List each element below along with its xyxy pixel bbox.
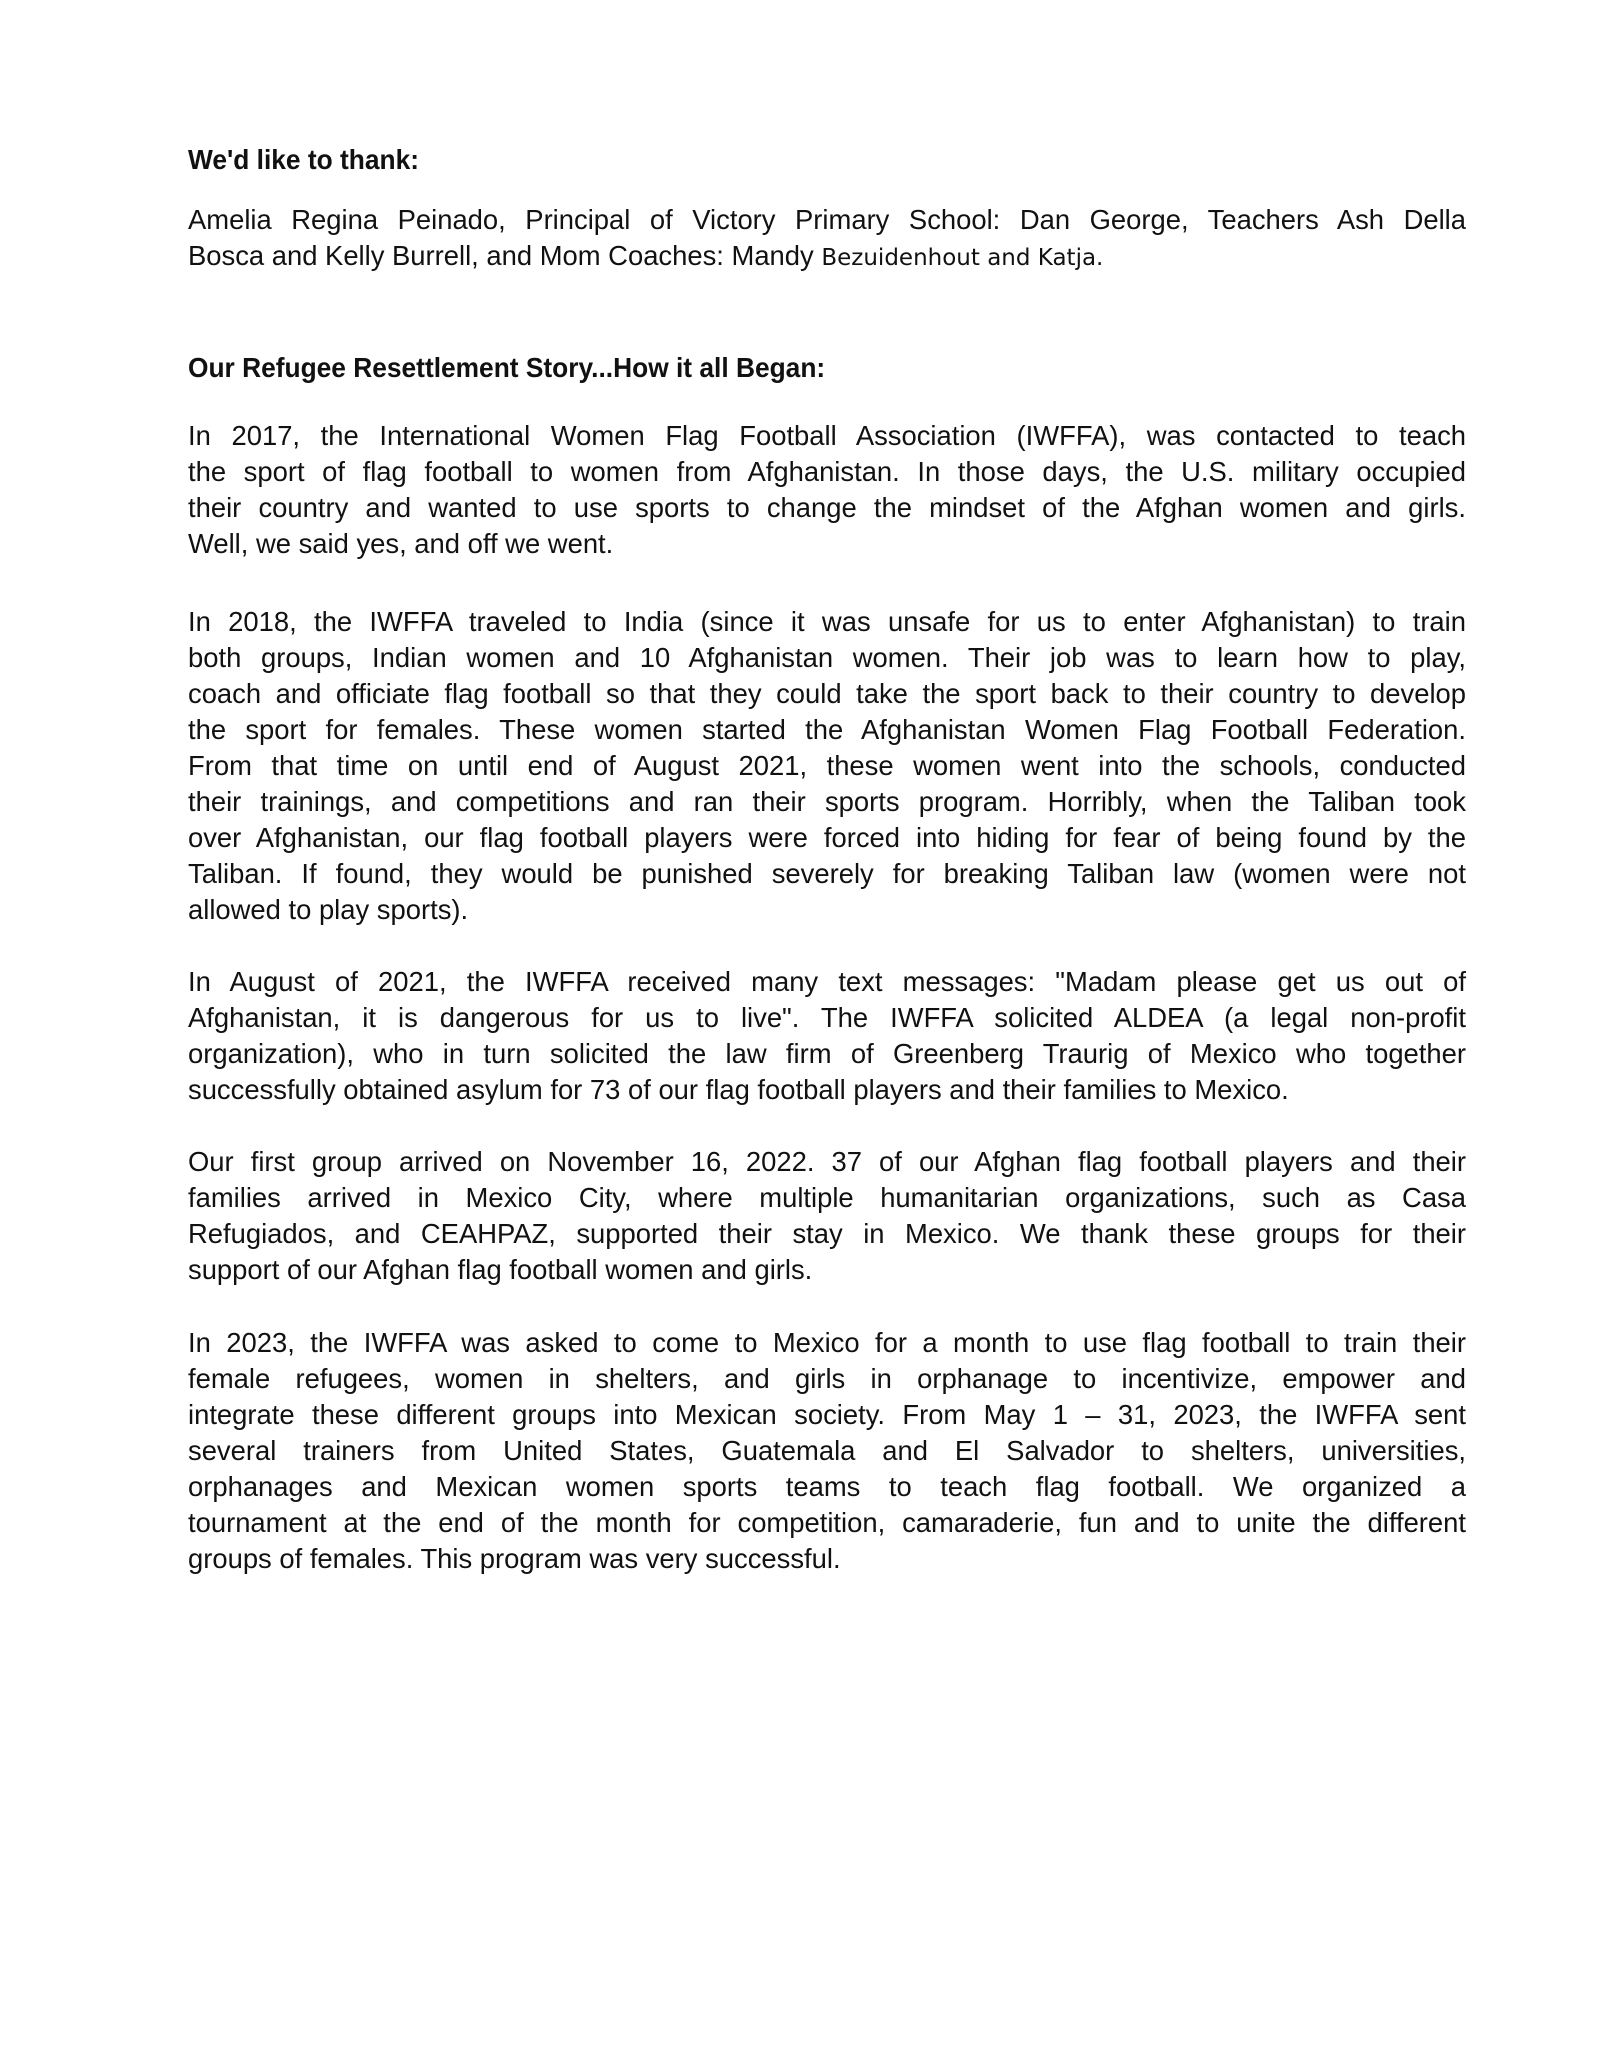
text-line: the sport of flag football to women from Afghanistan. In those days, the U.S. military occupied <box>188 456 1466 487</box>
story-paragraph-5 <box>188 1325 1466 1577</box>
thanks-paragraph <box>188 202 1466 274</box>
text-line: organization), who in turn solicited the law firm of Greenberg Traurig of Mexico who together <box>188 1038 1466 1069</box>
text-line: Refugiados, and CEAHPAZ, supported their stay in Mexico. We thank these groups for their <box>188 1218 1466 1249</box>
text-line: Taliban. If found, they would be punished severely for breaking Taliban law (women were not <box>188 858 1466 889</box>
text-line: the sport for females. These women started the Afghanistan Women Flag Football Federation. <box>188 714 1466 745</box>
text-line: over Afghanistan, our flag football players were forced into hiding for fear of being found by the <box>188 822 1466 853</box>
text-line: In 2017, the International Women Flag Football Association (IWFFA), was contacted to teach <box>188 420 1466 451</box>
text-span-alt-font: Bezuidenhout and Katja. <box>821 245 1104 271</box>
text-line: tournament at the end of the month for competition, camaraderie, fun and to unite the different <box>188 1507 1466 1538</box>
text-line: support of our Afghan flag football women and girls. <box>188 1254 813 1285</box>
text-line: their country and wanted to use sports to change the mindset of the Afghan women and girls. <box>188 492 1466 523</box>
text-line: Our first group arrived on November 16, 2022. 37 of our Afghan flag football players and their <box>188 1146 1466 1177</box>
text-line: In 2018, the IWFFA traveled to India (since it was unsafe for us to enter Afghanistan) to train <box>188 606 1466 637</box>
text-line: their trainings, and competitions and ran their sports program. Horribly, when the Taliban took <box>188 786 1466 817</box>
text-line: orphanages and Mexican women sports teams to teach flag football. We organized a <box>188 1471 1466 1502</box>
text-line: In August of 2021, the IWFFA received many text messages: "Madam please get us out of <box>188 966 1466 997</box>
text-line: Amelia Regina Peinado, Principal of Victory Primary School: Dan George, Teachers Ash Della <box>188 204 1466 235</box>
story-heading: Our Refugee Resettlement Story...How it all Began: <box>188 352 826 383</box>
text-span: Bosca and Kelly Burrell, and Mom Coaches: Mandy <box>188 240 814 271</box>
text-line: successfully obtained asylum for 73 of our flag football players and their families to Mexico. <box>188 1074 1289 1105</box>
text-line: coach and officiate flag football so that they could take the sport back to their country to develop <box>188 678 1466 709</box>
text-line: female refugees, women in shelters, and girls in orphanage to incentivize, empower and <box>188 1363 1466 1394</box>
story-paragraph-2 <box>188 604 1466 928</box>
text-line: groups of females. This program was very successful. <box>188 1543 841 1574</box>
story-paragraph-3 <box>188 964 1466 1108</box>
text-line: families arrived in Mexico City, where multiple humanitarian organizations, such as Casa <box>188 1182 1466 1213</box>
text-line: integrate these different groups into Mexican society. From May 1 – 31, 2023, the IWFFA sent <box>188 1399 1466 1430</box>
thanks-heading: We'd like to thank: <box>188 144 419 175</box>
text-line <box>188 238 1466 274</box>
text-line: allowed to play sports). <box>188 894 469 925</box>
text-line: several trainers from United States, Guatemala and El Salvador to shelters, universities, <box>188 1435 1466 1466</box>
story-paragraph-4 <box>188 1144 1466 1288</box>
text-line: Afghanistan, it is dangerous for us to live". The IWFFA solicited ALDEA (a legal non-profit <box>188 1002 1466 1033</box>
text-line: Well, we said yes, and off we went. <box>188 528 614 559</box>
text-line: In 2023, the IWFFA was asked to come to Mexico for a month to use flag football to train their <box>188 1327 1466 1358</box>
text-line: From that time on until end of August 2021, these women went into the schools, conducted <box>188 750 1466 781</box>
text-line: both groups, Indian women and 10 Afghanistan women. Their job was to learn how to play, <box>188 642 1466 673</box>
story-paragraph-1 <box>188 418 1466 562</box>
